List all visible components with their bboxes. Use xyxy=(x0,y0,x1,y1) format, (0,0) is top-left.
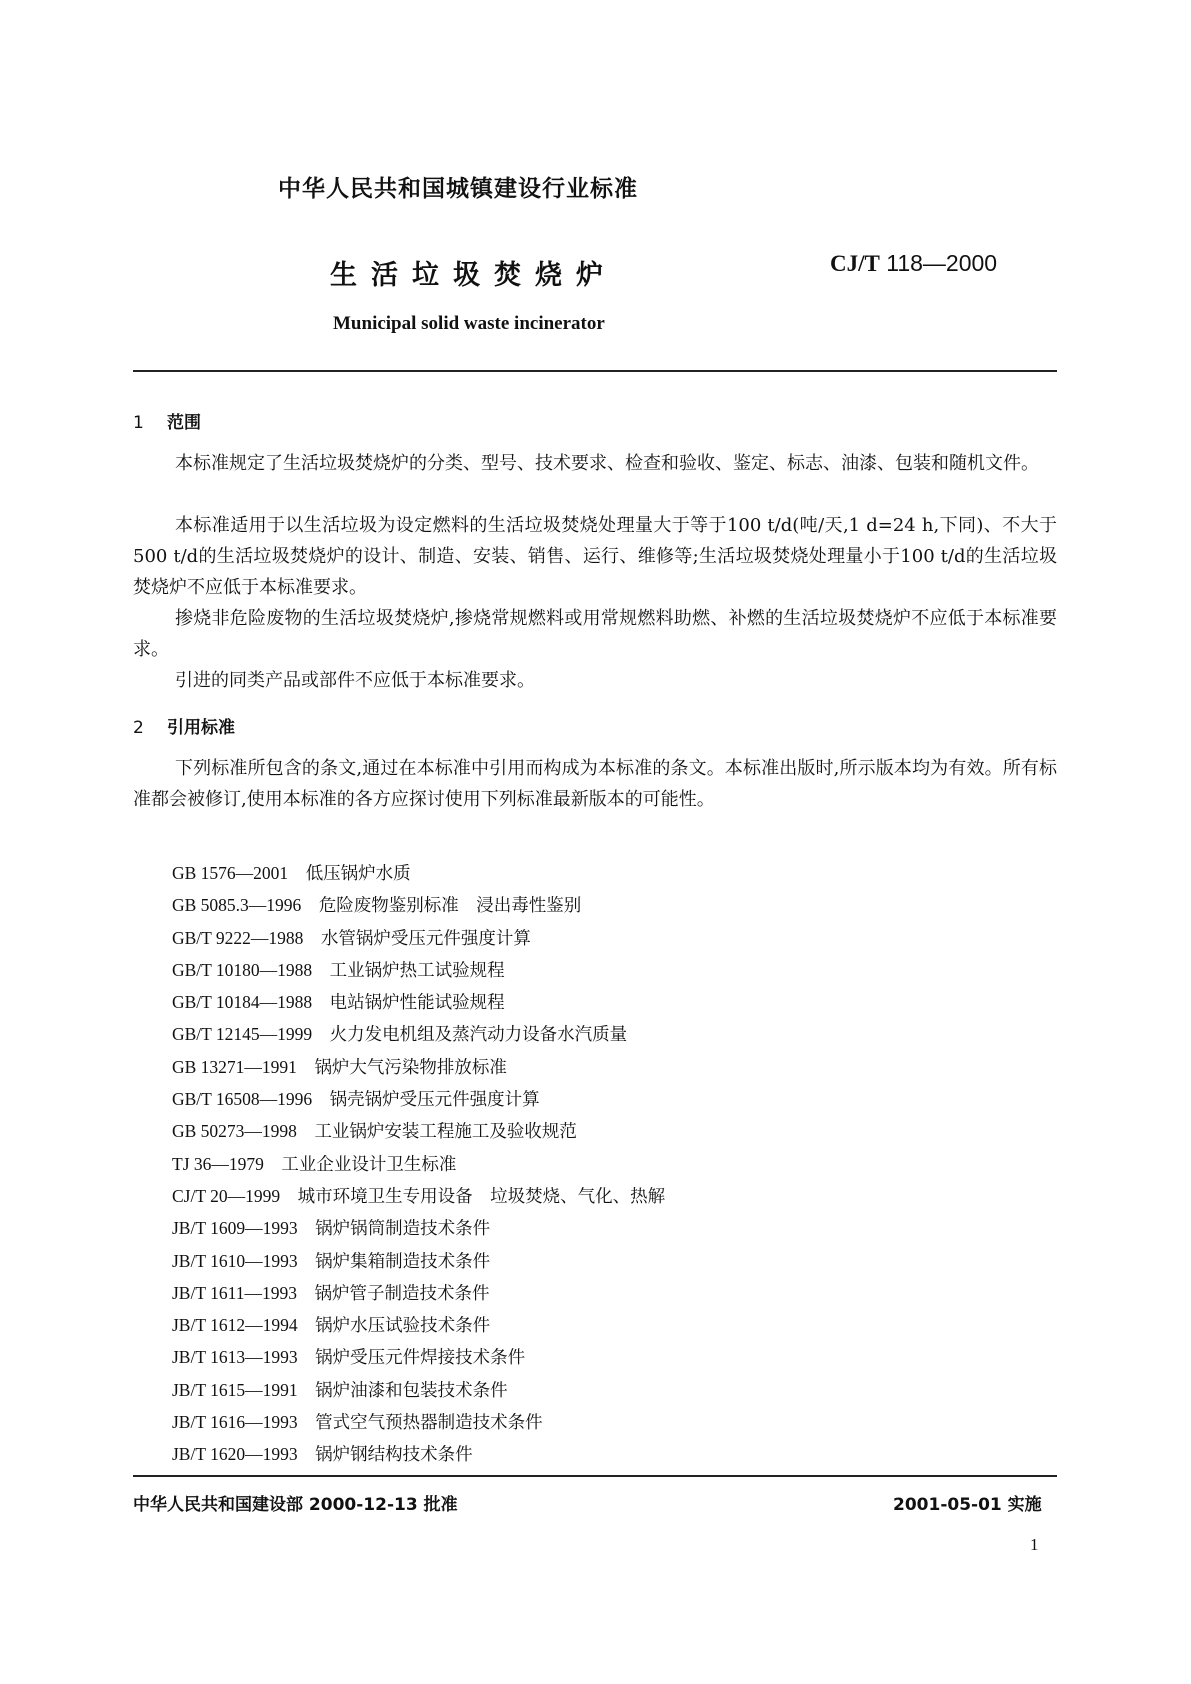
standard-category: 中华人民共和国城镇建设行业标准 xyxy=(278,176,638,202)
reference-code: GB 5085.3—1996 xyxy=(172,895,302,916)
reference-name: 锅炉受压元件焊接技术条件 xyxy=(315,1348,526,1369)
reference-item xyxy=(172,1181,665,1213)
reference-name: 城市环境卫生专用设备 垃圾焚烧、气化、热解 xyxy=(297,1186,666,1207)
section-1-heading xyxy=(133,408,201,433)
reference-code: GB 50273—1998 xyxy=(172,1121,297,1142)
standard-code xyxy=(830,250,997,277)
reference-code: JB/T 1616—1993 xyxy=(172,1412,298,1433)
standard-code-prefix: CJ/T xyxy=(830,251,880,276)
reference-item xyxy=(172,1310,665,1342)
paragraph: 本标准规定了生活垃圾焚烧炉的分类、型号、技术要求、检查和验收、鉴定、标志、油漆、包装和随机文件。 xyxy=(175,453,1039,474)
reference-code: GB 1576—2001 xyxy=(172,863,289,883)
reference-list xyxy=(172,858,665,1472)
reference-code: JB/T 1613—1993 xyxy=(172,1347,298,1368)
header-divider xyxy=(133,370,1057,372)
reference-item xyxy=(172,987,665,1019)
reference-name: 锅炉锅筒制造技术条件 xyxy=(315,1219,491,1240)
paragraph: 下列标准所包含的条文,通过在本标准中引用而构成为本标准的条文。本标准出版时,所示版本均为有效。所有标准都会被修订,使用本标准的各方应探讨使用下列标准最新版本的可能性。 xyxy=(133,758,1057,810)
reference-code: CJ/T 20—1999 xyxy=(172,1185,281,1206)
page-number: 1 xyxy=(1030,1535,1039,1554)
reference-name: 锅炉油漆和包装技术条件 xyxy=(315,1380,508,1401)
reference-name: 水管锅炉受压元件强度计算 xyxy=(320,928,531,949)
reference-code: JB/T 1615—1991 xyxy=(172,1379,298,1400)
reference-code: GB/T 10180—1988 xyxy=(172,959,313,980)
reference-code: JB/T 1620—1993 xyxy=(172,1444,298,1465)
reference-item xyxy=(172,1213,665,1245)
reference-item xyxy=(172,955,665,987)
section-number: 1 xyxy=(133,413,144,433)
implementation-date: 2001-05-01 实施 xyxy=(893,1495,1042,1515)
reference-code: GB/T 9222—1988 xyxy=(172,927,304,948)
reference-name: 工业锅炉安装工程施工及验收规范 xyxy=(314,1122,577,1143)
english-subtitle: Municipal solid waste incinerator xyxy=(333,313,605,334)
reference-name: 锅炉集箱制造技术条件 xyxy=(315,1251,491,1272)
reference-name: 锅炉水压试验技术条件 xyxy=(315,1316,491,1337)
reference-name: 危险废物鉴别标准 浸出毒性鉴别 xyxy=(318,896,582,917)
reference-item xyxy=(172,1246,665,1278)
section-2-heading xyxy=(133,713,235,738)
reference-code: GB/T 16508—1996 xyxy=(172,1089,313,1110)
reference-item xyxy=(172,858,665,890)
reference-code: JB/T 1609—1993 xyxy=(172,1218,298,1239)
reference-name: 锅壳锅炉受压元件强度计算 xyxy=(329,1090,540,1111)
section-title: 范围 xyxy=(167,413,201,433)
reference-name: 锅炉钢结构技术条件 xyxy=(315,1445,473,1466)
reference-code: JB/T 1612—1994 xyxy=(172,1315,298,1336)
reference-item xyxy=(172,1278,665,1310)
reference-item xyxy=(172,1019,665,1051)
standard-code-number: 118—2000 xyxy=(886,250,998,276)
reference-item xyxy=(172,1342,665,1374)
section-number: 2 xyxy=(133,718,144,738)
reference-item xyxy=(172,1375,665,1407)
document-title: 生活垃圾焚烧炉 xyxy=(330,260,617,291)
reference-item xyxy=(172,1052,665,1084)
reference-name: 锅炉大气污染物排放标准 xyxy=(314,1057,507,1078)
reference-code: JB/T 1610—1993 xyxy=(172,1250,298,1271)
reference-item xyxy=(172,1116,665,1148)
reference-name: 工业锅炉热工试验规程 xyxy=(329,960,505,981)
approval-note: 中华人民共和国建设部 2000-12-13 批准 xyxy=(133,1495,458,1515)
reference-name: 管式空气预热器制造技术条件 xyxy=(315,1413,543,1434)
reference-item xyxy=(172,1084,665,1116)
reference-name: 工业企业设计卫生标准 xyxy=(281,1154,457,1175)
reference-code: GB/T 10184—1988 xyxy=(172,992,313,1013)
reference-item xyxy=(172,1439,665,1471)
paragraph: 引进的同类产品或部件不应低于本标准要求。 xyxy=(175,670,535,691)
reference-item xyxy=(172,890,665,922)
footer-divider xyxy=(133,1475,1057,1477)
reference-item xyxy=(172,923,665,955)
reference-item xyxy=(172,1407,665,1439)
reference-name: 火力发电机组及蒸汽动力设备水汽质量 xyxy=(329,1025,628,1046)
reference-code: TJ 36—1979 xyxy=(172,1153,264,1174)
reference-code: JB/T 1611—1993 xyxy=(172,1282,297,1303)
reference-item xyxy=(172,1149,665,1181)
reference-name: 电站锅炉性能试验规程 xyxy=(329,993,505,1014)
reference-name: 锅炉管子制造技术条件 xyxy=(314,1283,490,1304)
paragraph: 掺烧非危险废物的生活垃圾焚烧炉,掺烧常规燃料或用常规燃料助燃、补燃的生活垃圾焚烧炉不应低于本标准要求。 xyxy=(133,608,1057,660)
reference-code: GB 13271—1991 xyxy=(172,1056,297,1077)
reference-name: 低压锅炉水质 xyxy=(305,864,411,884)
section-title: 引用标准 xyxy=(167,718,235,738)
reference-code: GB/T 12145—1999 xyxy=(172,1024,313,1045)
paragraph: 本标准适用于以生活垃圾为设定燃料的生活垃圾焚烧处理量大于等于100 t/d(吨/天,1 d=24 h,下同)、不大于500 t/d的生活垃圾焚烧炉的设计、制造、安装、销售、运行、维修等;生活垃圾焚烧处理量小于100 t/d的生活垃圾焚烧炉不应低于本标准要求。 xyxy=(133,515,1057,598)
